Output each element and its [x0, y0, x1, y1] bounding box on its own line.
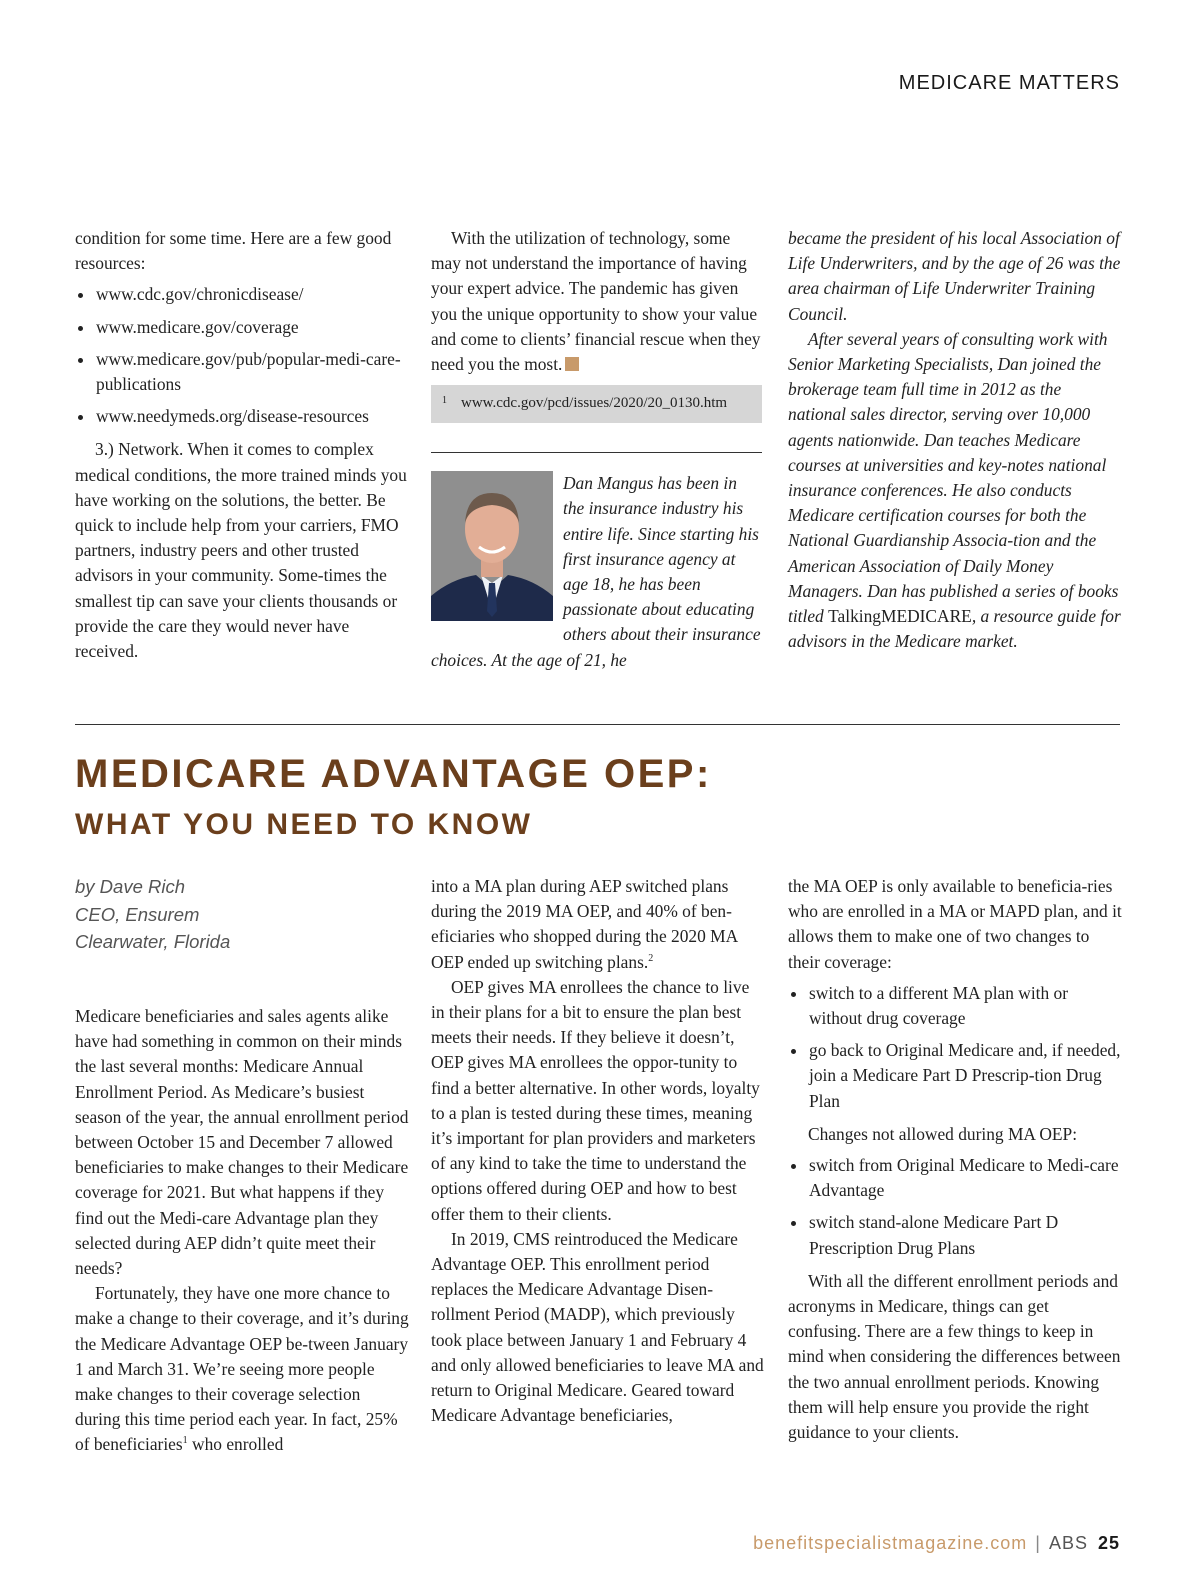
article-column-3	[788, 874, 1123, 1445]
page-footer	[753, 1533, 1120, 1554]
article-paragraph: the MA OEP is only available to beneficia-ries who are enrolled in a MA or MAPD plan, and it allows them to make one of two changes to their coverage:	[788, 876, 1122, 972]
allowed-changes-list	[788, 981, 1123, 1114]
bio-continued: became the president of his local Association of Life Underwriters, and by the age of 26 was the area chairman of Life Underwriter Training Council.	[788, 228, 1121, 324]
article-paragraph: into a MA plan during AEP switched plans during the 2019 MA OEP, and 40% of ben-eficiaries who shopped during the 2020 MA OEP ended up switching plans.$^2$	[431, 876, 738, 972]
not-allowed-label: Changes not allowed during MA OEP:	[808, 1123, 1078, 1144]
bio-divider	[431, 452, 762, 453]
byline-location: Clearwater, Florida	[75, 931, 231, 952]
footer-separator: |	[1035, 1533, 1041, 1553]
article-divider	[75, 724, 1120, 725]
section-label: MEDICARE MATTERS	[898, 72, 1120, 94]
article-paragraph: In 2019, CMS reintroduced the Medicare Advantage OEP. This enrollment period replaces the Medicare Advantage Disen-rollment Period (MADP), which previously took place between January 1 and February 4 and only allowed beneficiaries to leave MA and return to Original Medicare. Geared toward Medicare Advantage beneficiaries,	[431, 1228, 764, 1426]
end-mark-icon	[565, 357, 579, 371]
book-title: TalkingMEDICARE	[828, 606, 972, 627]
article-column-1	[75, 1004, 410, 1458]
resource-link[interactable]: • www.cdc.gov/chronicdisease/	[95, 282, 410, 307]
bio-career: After several years of consulting work with Senior Marketing Specialists, Dan joined the brokerage team full time in 2012 as the national sales director, serving over 10,000 agents nationwide. Dan teaches Medicare courses at universities and key-notes national insurance conferences. He also conducts Medicare certification courses for both the National Guardianship Associa-tion and the American Association of Daily Money Managers. Dan has published a series of books titled TalkingMEDICARE, a resource guide for advisors in the Medicare market.	[788, 328, 1121, 652]
resources-intro: condition for some time. Here are a few good resources:	[75, 228, 392, 274]
author-photo	[431, 471, 553, 621]
article-paragraph: Fortunately, they have one more chance to make a change to their coverage, and it’s during the Medicare Advantage OEP be-tween January 1 and March 31. We’re seeing more people make changes to their coverage selection during this time period each year. In fact, 25% of beneficiaries$^1$ who enrolled	[75, 1283, 409, 1455]
author-bio	[431, 471, 762, 673]
resource-link[interactable]: • www.needymeds.org/disease-resources	[95, 404, 410, 429]
byline-role: CEO, Ensurem	[75, 903, 200, 925]
article-title: MEDICARE ADVANTAGE OEP:	[75, 752, 712, 796]
footnote-ref: 1	[182, 1435, 188, 1447]
article-paragraph: With all the different enrollment periods and acronyms in Medicare, things can get confusing. There are a few things to keep in mind when considering the differences between the two annual enrollment periods. Knowing them will help ensure you provide the right guidance to your clients.	[788, 1270, 1121, 1443]
list-item: • switch from Original Medicare to Medi-care Advantage	[808, 1153, 1123, 1203]
list-item: • switch to a different MA plan with or without drug coverage	[808, 981, 1123, 1031]
page-number: 25	[1097, 1533, 1120, 1553]
byline	[75, 873, 230, 956]
not-allowed-changes-list	[788, 1153, 1123, 1261]
article-paragraph: OEP gives MA enrollees the chance to live in their plans for a bit to ensure the plan best meets their needs. If they believe it doesn’t, OEP gives MA enrollees the oppor-tunity to find a better alternative. In other words, loyalty to a plan is tested during these times, meaning it’s important for plan providers and marketers of any kind to take the time to understand the options offered during OEP and how to best offer them to their clients.	[431, 976, 760, 1224]
article-column-2	[431, 874, 766, 1428]
list-item: • go back to Original Medicare and, if needed, join a Medicare Part D Prescrip-tion Drug Plan	[808, 1038, 1123, 1114]
prev-article-column-1	[75, 226, 410, 664]
closing-paragraph: With the utilization of technology, some may not understand the importance of having your expert advice. The pandemic has given you the unique opportunity to show your value and come to clients’ financial rescue when they need you the most.	[431, 228, 761, 375]
article-subtitle: WHAT YOU NEED TO KNOW	[75, 808, 533, 841]
list-item: • switch stand-alone Medicare Part D Prescription Drug Plans	[808, 1210, 1123, 1260]
article-paragraph: Medicare beneficiaries and sales agents alike have had something in common on their minds the last several months: Medicare Annual Enrollment Period. As Medicare’s busiest season of the year, the annual enrollment period between October 15 and December 7 allowed beneficiaries to make changes to their Medicare coverage for 2021. But what happens if they find out the Medi-care Advantage plan they selected during AEP didn’t quite meet their needs?	[75, 1006, 409, 1279]
footnote-ref: 2	[648, 952, 654, 964]
footer-publication: ABS	[1048, 1533, 1088, 1553]
resource-link[interactable]: • www.medicare.gov/pub/popular-medi-care-publications	[95, 347, 410, 397]
resource-links	[75, 282, 410, 429]
resource-link[interactable]: • www.medicare.gov/coverage	[95, 315, 410, 340]
footnote-link[interactable]: www.cdc.gov/pcd/issues/2020/20_0130.htm	[461, 395, 728, 412]
bio-text: Dan Mangus has been in the insurance industry his entire life. Since starting his first insurance agency at age 18, he has been passionate about educating others about their insurance choices. At the age of 21, he	[431, 473, 761, 670]
footnote-box	[431, 385, 762, 423]
byline-author: by Dave Rich	[75, 876, 186, 897]
footnote-number: 1	[442, 395, 447, 407]
author-portrait-image	[431, 471, 553, 621]
network-paragraph: 3.) Network. When it comes to complex medical conditions, the more trained minds you have working on the solutions, the better. Be quick to include help from your carriers, FMO partners, industry peers and other trusted advisors in your community. Some-times the smallest tip can save your clients thousands or provide the care they would never have received.	[75, 439, 407, 662]
prev-article-column-3	[788, 226, 1122, 654]
prev-article-column-2	[431, 226, 762, 673]
footer-site-link[interactable]: benefitspecialistmagazine.com	[753, 1533, 1028, 1553]
